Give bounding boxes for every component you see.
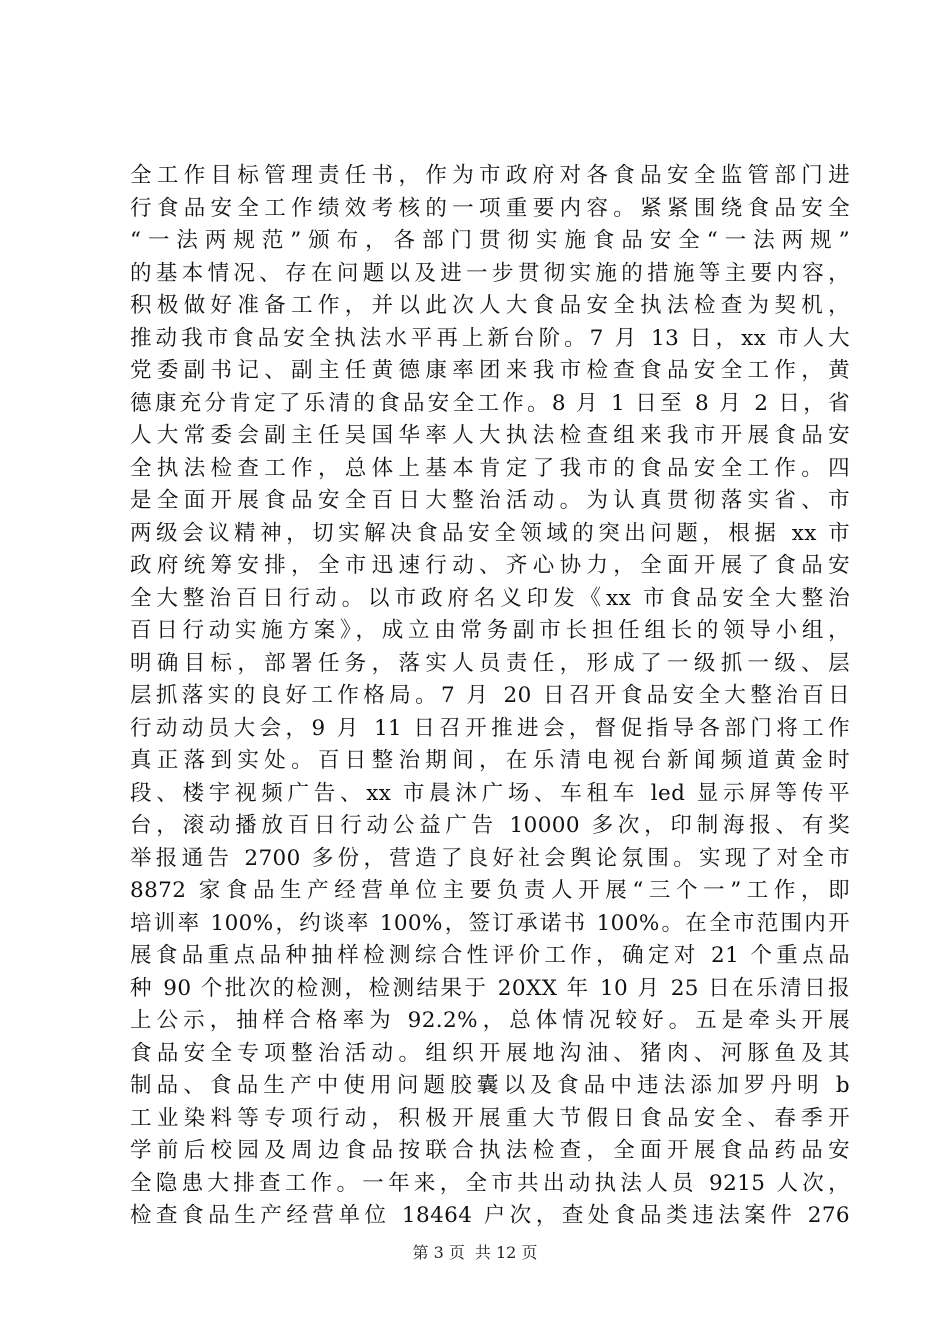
body-text — [130, 160, 850, 1233]
text-line: 检查食品生产经营单位 18464 户次，查处食品类违法案件 276 — [130, 1203, 850, 1228]
text-line: 的基本情况、存在问题以及进一步贯彻实施的措施等主要内容， — [130, 260, 850, 286]
text-line: 真正落到实处。百日整治期间，在乐清电视台新闻频道黄金时 — [130, 748, 850, 773]
text-line: 全隐患大排查工作。一年来，全市共出动执法人员 9215 人次， — [130, 1170, 850, 1196]
text-line: 行动动员大会，9 月 11 日召开推进会，督促指导各部门将工作 — [130, 715, 850, 741]
text-line: 行食品安全工作绩效考核的一项重要内容。紧紧围绕食品安全 — [130, 195, 850, 221]
text-line: 明确目标，部署任务，落实人员责任，形成了一级抓一级、层 — [130, 650, 850, 676]
text-line: 8872 家食品生产经营单位主要负责人开展“三个一”工作，即 — [130, 878, 850, 903]
text-line: 积极做好准备工作，并以此次人大食品安全执法检查为契机， — [130, 293, 850, 318]
text-line: 上公示，抽样合格率为 92.2%，总体情况较好。五是牵头开展 — [130, 1008, 850, 1033]
text-line: 展食品重点品种抽样检测综合性评价工作，确定对 21 个重点品 — [130, 943, 850, 968]
text-line: 德康充分肯定了乐清的食品安全工作。8 月 1 日至 8 月 2 日，省 — [130, 390, 850, 416]
text-line: 两级会议精神，切实解决食品安全领域的突出问题，根据 xx 市 — [130, 520, 850, 546]
text-line: 是全面开展食品安全百日大整治活动。为认真贯彻落实省、市 — [130, 488, 850, 513]
text-line: 推动我市食品安全执法水平再上新台阶。7 月 13 日，xx 市人大 — [130, 325, 850, 351]
text-line: 段、楼宇视频广告、xx 市晨沐广场、车租车 led 显示屏等传平 — [130, 780, 850, 806]
text-line: 举报通告 2700 多份，营造了良好社会舆论氛围。实现了对全市 — [130, 845, 850, 871]
text-line: 层抓落实的良好工作格局。7 月 20 日召开食品安全大整治百日 — [130, 683, 850, 708]
text-line: 全执法检查工作，总体上基本肯定了我市的食品安全工作。四 — [130, 455, 850, 481]
page-number-current: 第 3 页 — [412, 1243, 465, 1262]
text-line: “一法两规范”颁布，各部门贯彻实施食品安全“一法两规” — [130, 228, 850, 253]
text-line: 百日行动实施方案》，成立由常务副市长担任组长的领导小组， — [130, 618, 850, 643]
text-line: 工业染料等专项行动，积极开展重大节假日食品安全、春季开 — [130, 1105, 850, 1131]
page-number-total: 共 12 页 — [474, 1243, 538, 1262]
text-line: 党委副书记、副主任黄德康率团来我市检查食品安全工作，黄 — [130, 358, 850, 383]
text-line: 全工作目标管理责任书，作为市政府对各食品安全监管部门进 — [130, 163, 850, 188]
text-line: 学前后校园及周边食品按联合执法检查，全面开展食品药品安 — [130, 1138, 850, 1163]
text-line: 政府统筹安排，全市迅速行动、齐心协力，全面开展了食品安 — [130, 553, 850, 578]
text-line: 台，滚动播放百日行动公益广告 10000 多次，印制海报、有奖 — [130, 813, 850, 838]
text-line: 人大常委会副主任吴国华率人大执法检查组来我市开展食品安 — [130, 423, 850, 448]
page-footer — [0, 1243, 950, 1263]
text-line: 全大整治百日行动。以市政府名义印发《xx 市食品安全大整治 — [130, 585, 850, 611]
text-line: 食品安全专项整治活动。组织开展地沟油、猪肉、河豚鱼及其 — [130, 1040, 850, 1066]
text-line: 种 90 个批次的检测，检测结果于 20XX 年 10 月 25 日在乐清日报 — [130, 975, 850, 1001]
text-line: 培训率 100%，约谈率 100%，签订承诺书 100%。在全市范围内开 — [130, 910, 850, 936]
text-line: 制品、食品生产中使用问题胶囊以及食品中违法添加罗丹明 b — [130, 1073, 850, 1098]
